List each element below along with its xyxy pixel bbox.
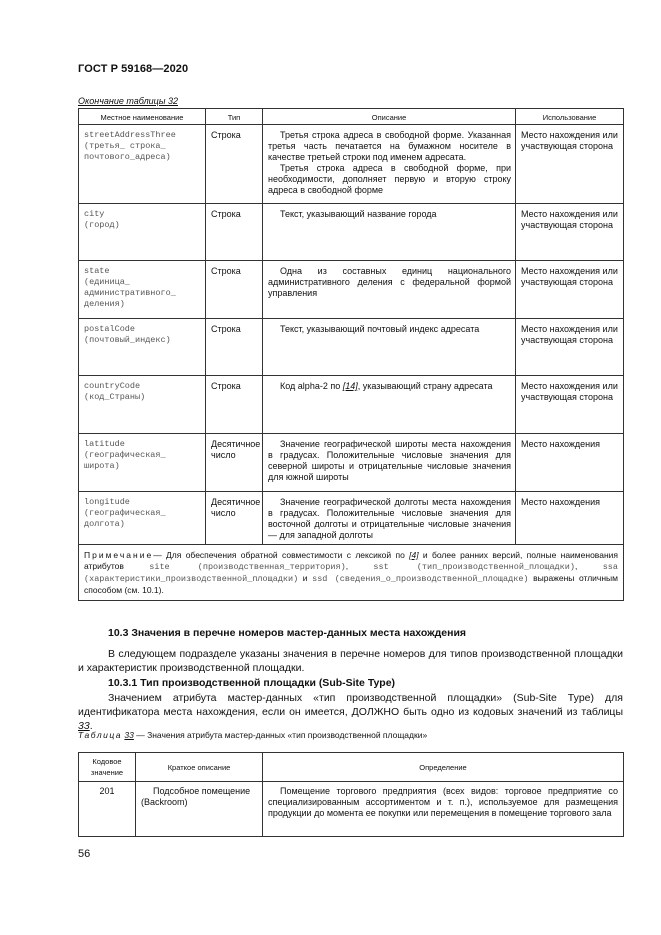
usage-cell: Место нахождения или участвующая сторона <box>516 204 624 261</box>
attribute-code: ssa (характеристики_производственной_площадки) <box>84 562 618 584</box>
local-name-cell <box>79 319 206 376</box>
usage-cell: Место нахождения или участвующая сторона <box>516 376 624 434</box>
local-name-cell <box>79 492 206 545</box>
page-number: 56 <box>78 848 91 860</box>
attribute-name: city <box>84 209 105 219</box>
note-text: , <box>345 561 374 571</box>
description-paragraph: Третья строка адреса в свободной форме, при необходимости, дополняет первую и вторую строку адреса в свободной форме <box>268 163 511 195</box>
column-header: Местное наименование <box>79 109 206 125</box>
note-text: — Для обеспечения обратной совместимости с лексикой по <box>153 550 410 560</box>
usage-cell: Место нахождения <box>516 492 624 545</box>
description-cell <box>263 434 516 492</box>
short-description-cell <box>136 782 263 837</box>
attribute-name: streetAddressThree <box>84 130 176 140</box>
attribute-name: state <box>84 266 110 276</box>
note-text: , <box>574 561 603 571</box>
table-row <box>79 782 624 837</box>
attribute-code: sst (тип_производственной_площадки) <box>373 562 575 572</box>
table-33 <box>78 752 624 837</box>
table-row <box>79 492 624 545</box>
table-header-row <box>79 109 624 125</box>
type-cell: Строка <box>206 204 263 261</box>
usage-cell: Место нахождения или участвующая сторона <box>516 261 624 319</box>
code-cell: 201 <box>79 782 136 837</box>
local-name-cell <box>79 125 206 204</box>
section-heading: 10.3 Значения в перечне номеров мастер-данных места нахождения <box>108 627 467 639</box>
attribute-translation: (географическая_ <box>84 508 166 518</box>
description-paragraph: Помещение торгового предприятия (всех видов: торговое предприятие со специализированным ассортиментом и т. п.), используемое для размещения продукции до момента ее покупки или перемещения в помещение торгового зала <box>268 786 618 818</box>
column-header: Описание <box>263 109 516 125</box>
column-header: Использование <box>516 109 624 125</box>
bibliography-reference-link[interactable]: [4] <box>409 550 419 560</box>
type-cell: Строка <box>206 125 263 204</box>
description-cell <box>263 204 516 261</box>
attribute-translation: (код_Страны) <box>84 392 146 402</box>
description-cell <box>263 125 516 204</box>
attribute-name: countryCode <box>84 381 141 391</box>
description-cell <box>263 492 516 545</box>
attribute-translation: (единица_ <box>84 277 130 287</box>
column-header: Определение <box>263 753 624 782</box>
description-paragraph: Текст, указывающий почтовый индекс адресата <box>280 324 480 334</box>
attribute-translation: административного_ <box>84 288 176 298</box>
table-header-row <box>79 753 624 782</box>
table-row <box>79 204 624 261</box>
note-text: и <box>298 573 313 583</box>
attribute-code: site (производственная_территория) <box>149 562 346 572</box>
local-name-cell <box>79 376 206 434</box>
local-name-cell <box>79 261 206 319</box>
description-paragraph: Значение географической широты места нахождения в градусах. Положительные числовые значения для северной широты и отрицательные числовые значения для южной широты <box>268 439 511 482</box>
subsection-heading: 10.3.1 Тип производственной площадки (Sub-Site Type) <box>108 677 396 689</box>
description-paragraph: Значение географической долготы места нахождения в градусах. Положительные числовые значения для восточной долготы и отрицательные числовые значения — для западной долготы <box>268 497 511 540</box>
attribute-translation: почтового_адреса) <box>84 152 171 162</box>
attribute-translation: (город) <box>84 220 120 230</box>
section-paragraph <box>78 647 623 675</box>
description-cell <box>263 261 516 319</box>
attribute-translation: (географическая_ <box>84 450 166 460</box>
table-continuation-caption: Окончание таблицы 32 <box>78 96 178 106</box>
type-cell: Строка <box>206 319 263 376</box>
description-cell <box>263 376 516 434</box>
type-cell: Десятичное число <box>206 492 263 545</box>
attribute-translation: (третья_ строка_ <box>84 141 166 151</box>
attribute-translation: деления) <box>84 299 125 309</box>
usage-cell: Место нахождения или участвующая сторона <box>516 319 624 376</box>
column-header: Тип <box>206 109 263 125</box>
table-row <box>79 125 624 204</box>
attribute-name: longitude <box>84 497 130 507</box>
table-33-caption <box>78 730 427 740</box>
attribute-code: ssd (сведения_о_производственной_площадке) <box>312 574 529 584</box>
paragraph-text: . <box>89 720 93 732</box>
note-label: Примечание <box>84 550 154 560</box>
column-header: Кодовое значение <box>79 753 136 782</box>
table-note <box>79 545 624 601</box>
table-reference-link[interactable]: 33 <box>78 720 90 732</box>
local-name-cell <box>79 204 206 261</box>
subsection-paragraph <box>78 691 623 733</box>
description-cell <box>263 319 516 376</box>
table-row <box>79 434 624 492</box>
description-paragraph: Подсобное помещение (Backroom) <box>141 786 251 807</box>
table-label: Таблица <box>78 730 123 740</box>
type-cell: Десятичное число <box>206 434 263 492</box>
paragraph-text: Значением атрибута мастер-данных «тип производственной площадки» (Sub-Site Type) для идентификатора места нахождения, если он имеется, ДОЛЖНО быть одно из кодовых значений из таблицы <box>78 692 623 718</box>
description-paragraph <box>268 381 511 392</box>
table-row <box>79 261 624 319</box>
local-name-cell <box>79 434 206 492</box>
table-32 <box>78 108 624 601</box>
table-row <box>79 319 624 376</box>
note-text: выражены отличным способом (см. 10.1). <box>84 573 618 595</box>
type-cell: Строка <box>206 376 263 434</box>
attribute-translation: (почтовый_индекс) <box>84 335 171 345</box>
description-text: , указывающий страну адресата <box>357 381 493 391</box>
attribute-translation: широта) <box>84 461 120 471</box>
usage-cell: Место нахождения <box>516 434 624 492</box>
table-number: 33 <box>124 730 134 740</box>
description-text: Код alpha-2 по <box>280 381 343 391</box>
table-title: — Значения атрибута мастер-данных «тип производственной площадки» <box>133 730 428 740</box>
description-paragraph: Одна из составных единиц национального административного деления с федеральной формой управления <box>268 266 511 298</box>
note-text: и более ранних версий, полные наименования атрибутов <box>84 550 618 571</box>
column-header: Краткое описание <box>136 753 263 782</box>
description-paragraph: Текст, указывающий название города <box>280 209 437 219</box>
definition-cell <box>263 782 624 837</box>
attribute-name: latitude <box>84 439 125 449</box>
document-header: ГОСТ Р 59168—2020 <box>78 63 189 75</box>
type-cell: Строка <box>206 261 263 319</box>
table-row <box>79 376 624 434</box>
table-note-row <box>79 545 624 601</box>
bibliography-reference-link[interactable]: [14] <box>342 381 358 391</box>
description-paragraph: Третья строка адреса в свободной форме. Указанная третья часть печатается на бумажном носителе в качестве третьей строки под именем адресата. <box>268 130 511 162</box>
paragraph-text: В следующем подразделе указаны значения в перечне номеров для типов производственной площадки и характеристик производственной площадки. <box>78 648 623 674</box>
attribute-translation: долгота) <box>84 519 125 529</box>
attribute-name: postalCode <box>84 324 136 334</box>
usage-cell: Место нахождения или участвующая сторона <box>516 125 624 204</box>
